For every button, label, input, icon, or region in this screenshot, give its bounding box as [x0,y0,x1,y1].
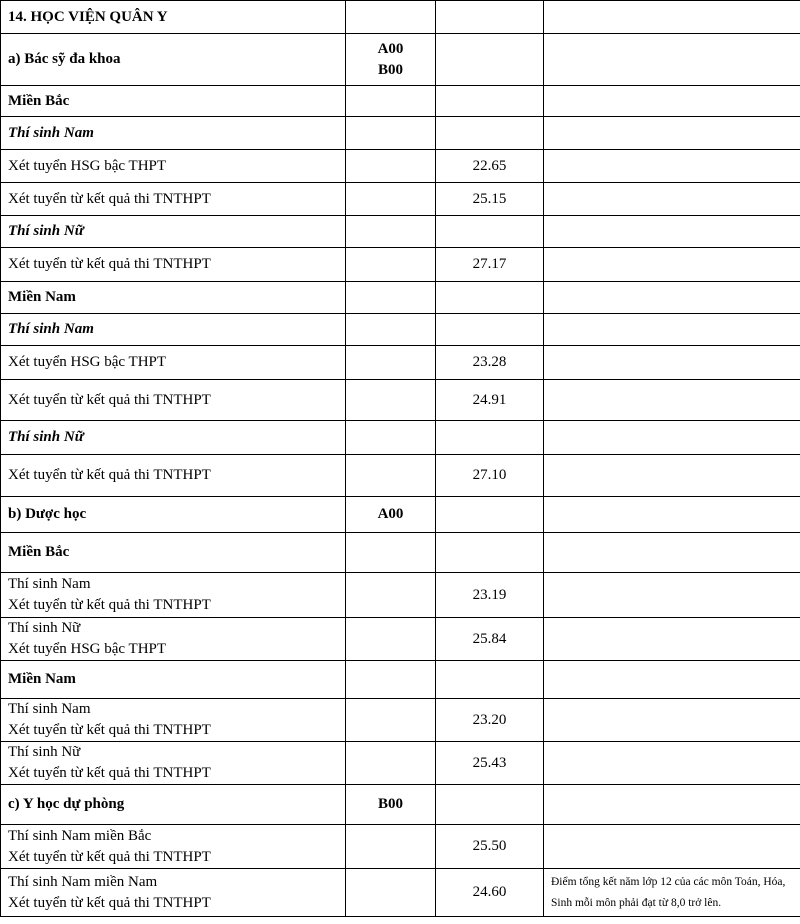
candidate-description: Thí sinh Nam Xét tuyển từ kết quả thi TNTHPT [1,699,346,742]
table-row [1,248,800,282]
candidate-description: Thí sinh Nữ Xét tuyển từ kết quả thi TNTHPT [1,742,346,785]
admission-method: Xét tuyển từ kết quả thi TNTHPT [1,455,346,497]
table-row [1,314,800,346]
candidate-group-heading: Thí sinh Nữ [1,216,346,248]
table-row [1,661,800,699]
subject-combination-code: A00 [346,497,436,533]
table-row [1,282,800,314]
benchmark-score: 25.43 [436,742,544,785]
table-row [1,216,800,248]
table-row [1,497,800,533]
table-row [1,699,800,742]
subject-combination-code: B00 [346,785,436,825]
table-row [1,421,800,455]
candidate-description: Thí sinh Nam miền Bắc Xét tuyển từ kết quả thi TNTHPT [1,825,346,869]
table-row [1,150,800,183]
table-row [1,1,800,34]
requirement-note: Điểm tổng kết năm lớp 12 của các môn Toán, Hóa, Sinh mỗi môn phải đạt từ 8,0 trở lên. [544,869,800,917]
admission-method: Xét tuyển từ kết quả thi TNTHPT [1,183,346,216]
region-heading: Miền Bắc [1,533,346,573]
candidate-group-heading: Thí sinh Nam [1,314,346,346]
candidate-group-heading: Thí sinh Nam [1,117,346,150]
candidate-group-heading: Thí sinh Nữ [1,421,346,455]
region-heading: Miền Nam [1,661,346,699]
benchmark-score: 27.17 [436,248,544,282]
program-name: b) Dược học [1,497,346,533]
benchmark-score: 25.84 [436,618,544,661]
table-row [1,34,800,86]
program-name: c) Y học dự phòng [1,785,346,825]
benchmark-score: 23.19 [436,573,544,618]
table-row [1,346,800,380]
table-row [1,117,800,150]
table-row [1,86,800,117]
admission-method: Xét tuyển từ kết quả thi TNTHPT [1,248,346,282]
table-row [1,618,800,661]
admission-method: Xét tuyển HSG bậc THPT [1,150,346,183]
candidate-description: Thí sinh Nữ Xét tuyển HSG bậc THPT [1,618,346,661]
table-row [1,183,800,216]
admission-method: Xét tuyển HSG bậc THPT [1,346,346,380]
table-row [1,825,800,869]
admission-method: Xét tuyển từ kết quả thi TNTHPT [1,380,346,421]
institution-title: 14. HỌC VIỆN QUÂN Y [1,1,346,34]
table-row [1,869,800,917]
table-row [1,573,800,618]
candidate-description: Thí sinh Nam Xét tuyển từ kết quả thi TNTHPT [1,573,346,618]
table-row [1,455,800,497]
candidate-description: Thí sinh Nam miền Nam Xét tuyển từ kết quả thi TNTHPT [1,869,346,917]
region-heading: Miền Bắc [1,86,346,117]
region-heading: Miền Nam [1,282,346,314]
benchmark-score: 27.10 [436,455,544,497]
benchmark-score: 25.50 [436,825,544,869]
benchmark-score: 25.15 [436,183,544,216]
table-row [1,380,800,421]
table-row [1,742,800,785]
table-row [1,533,800,573]
benchmark-score: 22.65 [436,150,544,183]
subject-combination-codes: A00 B00 [346,34,436,86]
table-row [1,785,800,825]
program-name: a) Bác sỹ đa khoa [1,34,346,86]
benchmark-score: 23.20 [436,699,544,742]
benchmark-score: 24.91 [436,380,544,421]
benchmark-score: 24.60 [436,869,544,917]
benchmark-score: 23.28 [436,346,544,380]
